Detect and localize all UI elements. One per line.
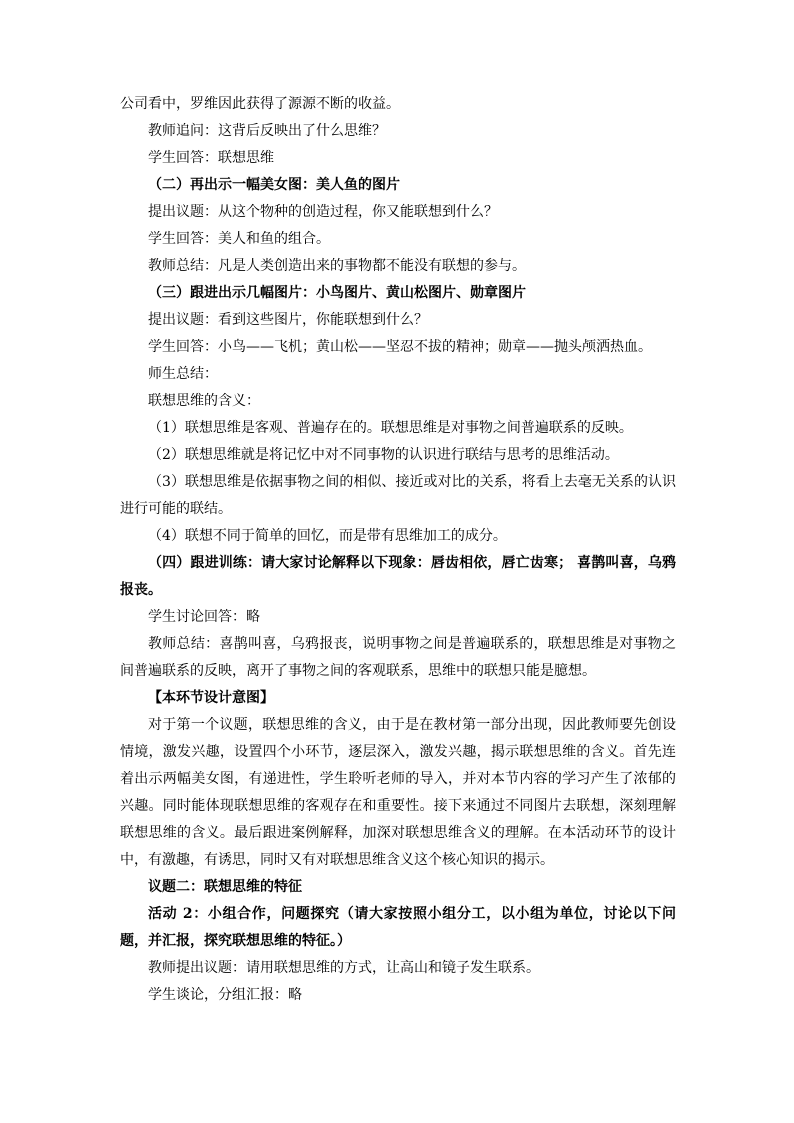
paragraph-continuation: 公司看中，罗维因此获得了源源不断的收益。 (120, 96, 400, 112)
teacher-summary: 教师总结：凡是人类创造出来的事物都不能没有联想的参与。 (148, 258, 526, 274)
student-answer: 学生回答：小鸟——飞机；黄山松——坚忍不拔的精神；勋章——抛头颅洒热血。 (148, 339, 652, 355)
question-prompt: 提出议题：看到这些图片，你能联想到什么？ (148, 312, 428, 328)
teacher-question: 教师提出议题：请用联想思维的方式，让高山和镜子发生联系。 (148, 960, 540, 976)
student-answer: 学生回答：美人和鱼的组合。 (148, 231, 330, 247)
definition-heading: 联想思维的含义： (148, 393, 260, 409)
student-report: 学生谈论，分组汇报：略 (148, 987, 302, 1003)
definition-item-2: （2）联想思维就是将记忆中对不同事物的认识进行联结与思考的思维活动。 (148, 447, 619, 463)
design-intent-heading: 【本环节设计意图】 (148, 690, 274, 706)
section-heading-4: （四）跟进训练：请大家讨论解释以下现象：唇齿相依，唇亡齿寒； 喜鹊叫喜，乌鸦报丧。 (120, 555, 676, 598)
document-body (120, 91, 676, 1009)
student-answer: 学生回答：联想思维 (148, 150, 274, 166)
definition-item-3: （3）联想思维是依据事物之间的相似、接近或对比的关系，将看上去毫无关系的认识进行可能的联结。 (120, 474, 676, 517)
student-answer: 学生讨论回答：略 (148, 609, 260, 625)
section-heading-3: （三）跟进出示几幅图片：小鸟图片、黄山松图片、勋章图片 (148, 285, 526, 301)
definition-item-4: （4）联想不同于简单的回忆，而是带有思维加工的成分。 (148, 528, 507, 544)
teacher-question: 教师追问：这背后反映出了什么思维？ (148, 123, 386, 139)
topic-two-heading: 议题二：联想思维的特征 (148, 879, 302, 895)
activity-two-heading: 活动 2：小组合作，问题探究（请大家按照小组分工，以小组为单位，讨论以下问题，并汇报，探究联想思维的特征。） (120, 906, 676, 949)
question-prompt: 提出议题：从这个物种的创造过程，你又能联想到什么？ (148, 204, 498, 220)
summary-label: 师生总结： (148, 366, 218, 382)
section-heading-2: （二）再出示一幅美女图：美人鱼的图片 (148, 177, 400, 193)
design-intent-paragraph: 对于第一个议题，联想思维的含义，由于是在教材第一部分出现，因此教师要先创设情境，激发兴趣，设置四个小环节，逐层深入，激发兴趣，揭示联想思维的含义。首先连着出示两幅美女图，有递进性，学生聆听老师的导入，并对本节内容的学习产生了浓郁的兴趣。同时能体现联想思维的客观存在和重要性。接下来通过不同图片去联想，深刻理解联想思维的含义。最后跟进案例解释，加深对联想思维含义的理解。在本活动环节的设计中，有激趣，有诱思，同时又有对联想思维含义这个核心知识的揭示。 (120, 717, 676, 868)
teacher-summary: 教师总结：喜鹊叫喜，乌鸦报丧，说明事物之间是普遍联系的，联想思维是对事物之间普遍联系的反映，离开了事物之间的客观联系，思维中的联想只能是臆想。 (120, 636, 676, 679)
definition-item-1: （1）联想思维是客观、普遍存在的。联想思维是对事物之间普遍联系的反映。 (148, 420, 633, 436)
